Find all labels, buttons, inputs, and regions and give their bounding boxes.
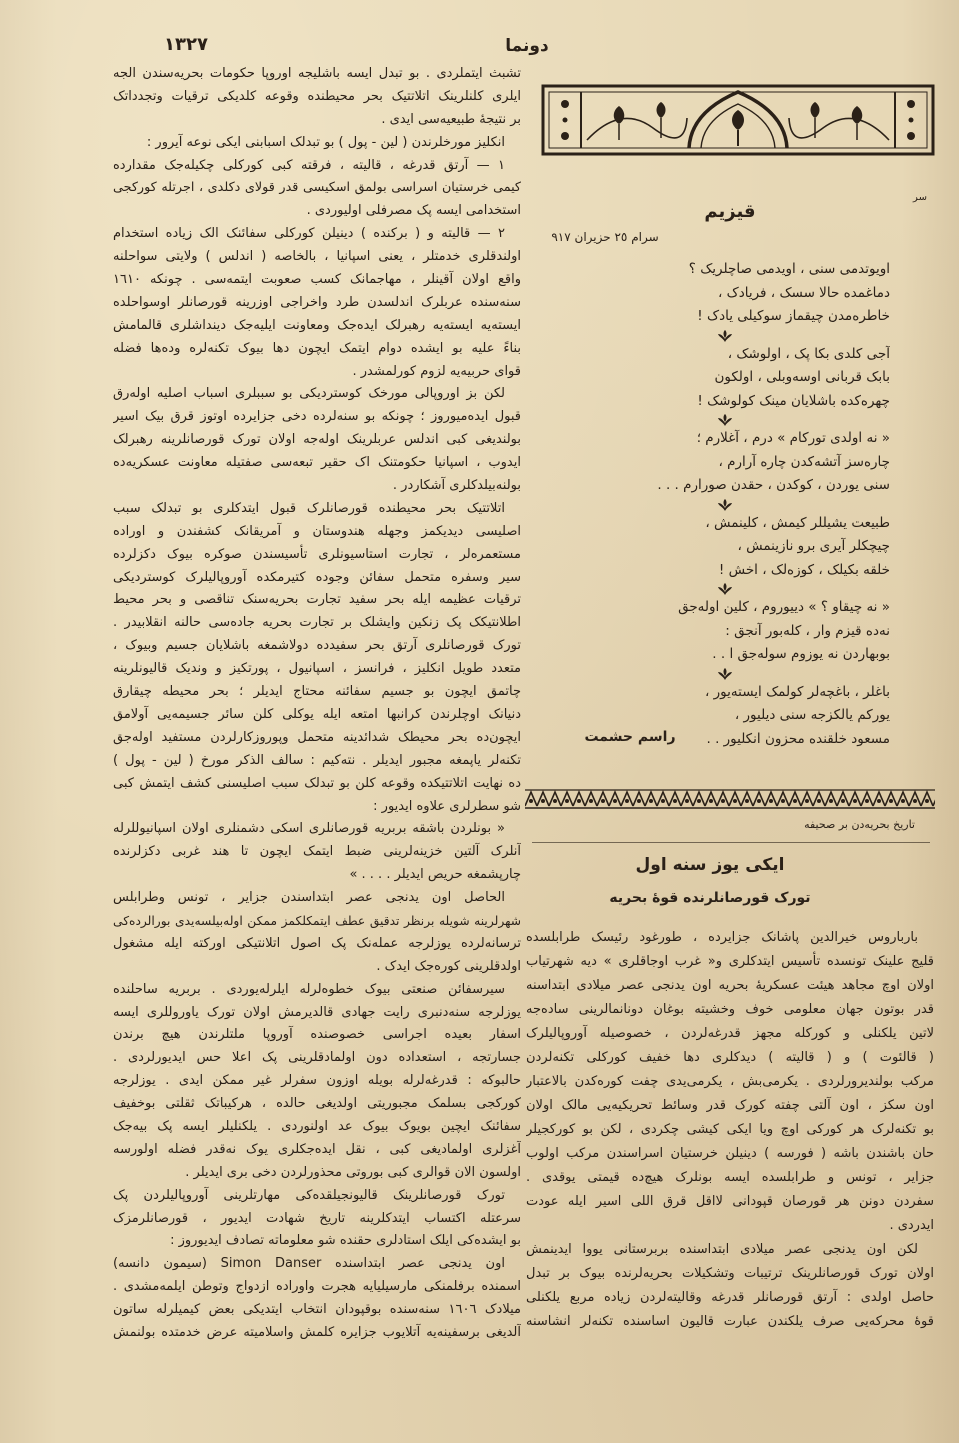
text-line: سیرسفائن صنعتی بیوک خطوه‌لرله ایلرله‌یوردی . بربریه ساحلنده bbox=[113, 981, 505, 997]
text-line: ترسانه‌لرده یوزلرجه عمله‌نک پک اصول اتلانتیکی اورکته ایله مشغول bbox=[113, 935, 521, 951]
text-line: آنلرک آلتین خزینه‌لرینی ضبط ایتمک ایچون تا هند غربی دکزلرنده bbox=[113, 844, 521, 860]
flower-ornament-icon bbox=[560, 667, 890, 681]
text-line: مرکب بولندیرورلردی . یکرمی‌بش ، یکرمی‌یدی چفت کوره‌کدن بالاعتبار bbox=[526, 1074, 934, 1089]
text-line: ( قالئوت ) و ( قالیته ) دیدکلری دها خفیف کورکلی تکنه‌لردن bbox=[526, 1050, 934, 1065]
verse-line: « نه اولدی تورکام » درم ، آغلارم ؛ bbox=[696, 430, 890, 446]
paragraph bbox=[526, 926, 934, 1238]
section-rule bbox=[532, 842, 930, 843]
paragraph bbox=[113, 498, 521, 818]
verse-line: سنی یوردن ، کوکدن ، حقدن صورارم . . . bbox=[657, 477, 890, 493]
text-line: حاصل اولدی : آرتق قورصانلر قدرغه وقالیته‌لردن زیاده مربع یلکنلی bbox=[526, 1290, 934, 1305]
verse-line: یورکم یالکزجه سنی دیلیور ، bbox=[734, 707, 890, 723]
text-line: شو سطرلری علاوه ایدیور : bbox=[373, 798, 521, 814]
text-line: جزایر ، تونس و طرابلسده ایسه بونلرک هیچ‌ده قیمتی یوقدی . bbox=[526, 1170, 934, 1185]
article-body bbox=[526, 926, 934, 1334]
page-number: ١٣٢٧ bbox=[164, 34, 208, 55]
ornamental-border-graphic bbox=[525, 789, 935, 809]
text-line: سیر وسفره متحمل سفائن وجوده کتیرمکده آوروپالیلرک کوستردیکی bbox=[113, 569, 521, 585]
text-line: سرعتله اکتساب ایتدکلرینه تاریخ شهادت ایدیور ، قورصانلرمزک bbox=[113, 1210, 521, 1226]
verse-line: چاره‌سز آتشه‌کدن چاره آرارم ، bbox=[718, 453, 890, 470]
stanza bbox=[560, 512, 890, 583]
text-line: اون یدنجی عصر ابتداسنده Simon Danser (سیمون دانسه) bbox=[113, 1256, 505, 1272]
paragraph bbox=[113, 887, 521, 979]
text-line: واقع اولان آقینلر ، مهاجمانک کسب صعوبت ایتمه‌سی . چونکه ١٦١٠ bbox=[113, 272, 521, 288]
verse-line: دماغمده حالا سسک ، فریادک ، bbox=[717, 284, 890, 301]
paragraph bbox=[113, 155, 521, 224]
text-line: سفائنک ایچین بویوک بیوک عد اولنوردی . یلکنلیلر ایسه پک بیه‌جک bbox=[113, 1118, 521, 1134]
stanza bbox=[560, 596, 890, 667]
text-line: تشبث ایتملردی . بو تبدل ایسه باشلیجه اوروپا حکومات بحریه‌سندن الجه bbox=[113, 66, 521, 81]
verse-line: خاطره‌مدن چیقماز سوکیلی یادک ! bbox=[697, 308, 890, 324]
text-line: چاتمق ایچون بو جسیم سفائنه محتاج ایدیلر ؛ بحر محیطه چیقارق bbox=[113, 684, 521, 700]
text-line: میلادک ١٦٠٦ سنه‌سنده بوقپودان انتخاب ایتدیکی بعض کیمیلرله ساتون bbox=[113, 1302, 521, 1318]
paragraph bbox=[113, 1253, 521, 1345]
text-line: حالبوکه : قدرغه‌لرله بویله اوزون سفرلر غیر ممکن ایدی . یوزلرجه bbox=[113, 1073, 521, 1089]
text-line: ایلری کلنلرینک اتلاتتیک بحر محیطنده وقوعه کلدیکی ترقیات وتجدداتک bbox=[113, 88, 521, 104]
text-line: بارباروس خیرالدین پاشانک جزایرده ، طورغود رئیسک طرابلسده bbox=[526, 930, 918, 945]
text-line: تورک قورصانلری آرتق بحر سفیدده دولاشمغه باشلایان جسیم وبیوک ، bbox=[113, 638, 521, 654]
article-subtitle: تورک قورصانلرنده قوهٔ بحریه bbox=[609, 890, 811, 906]
text-line: بناءً علیه بو ایشده دوام ایتمک ایچون دها بیوک تکنه‌لره وده‌ها فضله bbox=[113, 340, 521, 356]
section-label: تاریخ بحریه‌دن بر صحیفه bbox=[804, 818, 915, 831]
paragraph bbox=[113, 818, 521, 887]
text-line: « بونلردن باشقه بربریه قورصانلری اسکی دشمنلری اولان اسپانیوللرله bbox=[113, 821, 505, 837]
floral-arch-ornament bbox=[541, 84, 935, 156]
text-line: لاتین یلکنلی و کورکله مجهز قدرغه‌لردن ، خصوصیله آوروپالیلرک bbox=[526, 1026, 934, 1041]
text-line: اولسون الان قوالری کبی بوروتی محذورلردن دخی بری ایدیلر . bbox=[185, 1164, 521, 1180]
stanza bbox=[560, 343, 890, 414]
flower-ornament-icon bbox=[560, 413, 890, 427]
verse-line: بوبهاردن نه یوزوم سوله‌جق ا . . bbox=[712, 646, 890, 662]
verse-line: خلقه بکیلک ، کوزه‌لک ، اخش ! bbox=[718, 561, 890, 578]
text-line: ایچون‌ده بحر محیطک شدائدینه متحمل وپوروزکارلردن مستفید اوله‌جق bbox=[113, 729, 521, 745]
text-line: قبول ایده‌میوروز ؛ چونکه بو سنه‌لرده دخی جزایرده اوتوز قرق بیک اسیر bbox=[113, 409, 521, 425]
text-line: چارپشمغه حریص ایدیلر . . . . » bbox=[349, 867, 521, 883]
paragraph bbox=[113, 223, 521, 383]
poem-date: سرام ٢٥ حزیران ٩١٧ bbox=[551, 230, 659, 244]
text-line: ایسته‌یه ایسته‌یه رهبرلک ایده‌جک ومعاونت ایلیه‌جک دینداشلری قالمامش bbox=[113, 317, 521, 333]
verse-line: چیچکلر آیری برو نازینمش ، bbox=[737, 538, 890, 554]
text-line: اولندقلری خدمتلر ، یعنی اسپانیا ، بالخاصه ( اندلس ) ولایتی سواحلنه bbox=[113, 249, 521, 265]
verse-line: مسعود خلقنده محزون انکلیور . . bbox=[706, 730, 890, 747]
verse-line: طبیعت یشیللر کیمش ، کلینمش ، bbox=[705, 514, 890, 531]
text-line: دنیانک اوچلرندن کرانبها امتعه ایله یوکلی کلن سائر جسیمه‌یی آولامق bbox=[113, 706, 521, 722]
text-line: قوای حربیه‌یه لزوم کورلمشدر . bbox=[352, 363, 521, 379]
text-line: شهرلرینه شویله برنظر تدقیق عطف ایتمکلکمز ممکن اوله‌بیلسه‌یدی بورالرده‌کی bbox=[113, 913, 521, 928]
text-line: قدر بوتون جهان معلومی خوف وخشیته بوغان دونانمالرینی ساده‌جه bbox=[526, 1002, 934, 1017]
text-line: اون سکز ، اون آلتی چفته کورک قدر وسائط تحریکیه‌یی مالک اولان bbox=[526, 1098, 934, 1113]
text-line: ٢ — قالیته و ( برکنده ) دینیلن کورکلی سفائنک الک زیاده استخدام bbox=[113, 226, 505, 242]
text-line: بولنه‌بیلدکلری آشکاردر . bbox=[392, 478, 521, 494]
verse-line: اویوتدمی سنی ، اویدمی صاچلریک ؟ bbox=[688, 261, 890, 277]
text-line: ١ — آرتق قدرغه ، قالیته ، فرقته کبی کورکلی چکیله‌جک مقدارده bbox=[113, 157, 505, 173]
poem-author: راسم حشمت bbox=[584, 729, 676, 745]
text-line: اولدقلرینی کوره‌جک ایدک . bbox=[376, 958, 521, 974]
paragraph bbox=[526, 1238, 934, 1334]
flower-ornament-icon bbox=[560, 329, 890, 343]
paragraph bbox=[113, 132, 521, 155]
text-line: تکنه‌لر یاپمغه مجبور ایدیلر . نته‌کیم : سالف الذکر مورخ ( لین - پول ) bbox=[113, 752, 521, 768]
floral-arch-ornament-graphic bbox=[541, 84, 935, 156]
text-line: کورکجی بسلمک مجبوریتی اولدیغی حالده ، هرکیباتک ثقلتی بوخفیف bbox=[113, 1096, 521, 1112]
article-title: ایکی یوز سنه اول bbox=[635, 855, 785, 875]
text-line: استخدامی ایسه پک مصرفلی اولیوردی . bbox=[306, 203, 521, 219]
stanza bbox=[560, 258, 890, 329]
text-line: قلیج علینک تونسده تأسیس ایتدکلری و« غرب اوجاقلری » دیه شهرتیاب bbox=[526, 954, 934, 969]
paragraph bbox=[113, 979, 521, 1185]
text-line: ترقیات عظیمه ایله بحر سفید تجارت بحریه‌سنک تناقصی و بحر محیط bbox=[113, 592, 521, 608]
text-line: اصلیسی دیدیکمز وجهله هندوستان و آمریقانک کشفندن و اوراده bbox=[113, 523, 521, 539]
text-line: لکن اون یدنجی عصر میلادی ابتداسنده بربرستانی یووا ایدینمش bbox=[526, 1242, 918, 1257]
text-line: انکلیز مورخلرندن ( لین - پول ) بو تبدلک اسبابنی ایکی نوعه آیرور : bbox=[146, 134, 505, 150]
text-line: مستعمره‌لر ، تجارت استاسیونلری تأسیسندن صوکره بیوک دکزلرده bbox=[113, 546, 521, 562]
text-line: حان باشندن باشه ( فورسه ) دینیلن خرستیان اسراسندن مرکب اولوب bbox=[526, 1146, 934, 1161]
text-line: بو تکنه‌لرک هر کورکی اوچ ویا ایکی کیشی چکردی ، لکن بو کورکجیلر bbox=[526, 1122, 934, 1137]
text-line: متعدد طویل انکلیز ، فرانسز ، اسپانیول ، پورتکیز و وندیک قالیونلرینه bbox=[113, 661, 521, 677]
text-line: اطلانتیکک پک زنکین وایشلک بر تجارت بحریه جاده‌سی حالنه انقلابیدر . bbox=[113, 615, 521, 631]
flower-ornament-icon bbox=[560, 582, 890, 596]
text-line: کیمی خرستیان اسراسی بولمق اسکیسی قدر قولای دکلدی ، اجرتله کورکجی bbox=[113, 180, 521, 196]
corner-mark: سر bbox=[913, 192, 927, 203]
left-column-text bbox=[113, 63, 521, 1345]
text-line: بولندیغی کبی اندلس عربلرینک اوله‌جه اولان تورک قورصانلرینه رهبرلک bbox=[113, 432, 521, 448]
paragraph bbox=[113, 63, 521, 132]
text-line: جسارتجه ، استعداده دون اولمادقلرینی پک اعلا حس ایدیورلردی . bbox=[113, 1050, 521, 1066]
text-line: آلدیغی برسفینه‌یه آتلایوب جزایره کلمش واسلامیته عرض خدمتده بولنمش bbox=[113, 1324, 521, 1340]
verse-line: نه‌ده قیزم وار ، کله‌بور آنجق : bbox=[725, 622, 890, 639]
verse-line: بابک قربانی اوسه‌وبلی ، اولکون bbox=[714, 369, 890, 385]
text-line: آغزلری اولمادیغی کبی ، نقل ایده‌جکلری یوک نه‌قدر فضله اولورسه bbox=[113, 1141, 521, 1157]
poem-title: قیزیم bbox=[704, 201, 756, 222]
text-line: ایدوب ، اسپانیا حکومتنک اک حقیر تبعه‌سی صفتیله معاونت عسکریه‌ده bbox=[113, 455, 521, 471]
verse-line: آجی کلدی بکا پک ، اولوشک ، bbox=[727, 345, 890, 362]
ornamental-border-band bbox=[525, 789, 935, 809]
text-line: اتلاتتیک بحر محیطنده قورصانلرک قبول ایتدکلری بو تبدلک سبب bbox=[113, 500, 505, 516]
verse-line: باغلر ، باغچه‌لر کولمک ایسته‌یور ، bbox=[705, 683, 890, 700]
verse-line: « نه چیقاو ؟ » دییوروم ، کلین اوله‌جق bbox=[678, 599, 890, 615]
text-line: لکن بز اوروپالی مورخک کوستردیکی بو سببلری اسباب اصلیه اوله‌رق bbox=[113, 386, 505, 402]
poem-body bbox=[560, 258, 890, 751]
text-line: اولان تورک قورصانلرینک ترتیبات وتشکیلات بحریه‌لرنده بیوک بر تبدل bbox=[526, 1266, 934, 1281]
text-line: اولان اوچ مجاهد هیئت عسکریهٔ بحریه اون یدنجی عصر میلادی ابتداسنه bbox=[526, 978, 934, 993]
journal-title: دونما bbox=[505, 36, 549, 56]
paragraph bbox=[113, 1185, 521, 1254]
text-line: اسفار بعیده اجراسی خصوصنده آوروپا ملتلرندن هیچ برندن bbox=[113, 1027, 521, 1043]
verse-line: چهره‌کده باشلایان مینک کولوشک ! bbox=[697, 392, 890, 409]
text-line: اسمنده برفلمنکی مارسیلیایه هجرت واوراده ازدواج وتوطن ایلمه‌مشدی . bbox=[113, 1279, 521, 1295]
text-line: الحاصل اون یدنجی عصر ابتداسندن جزایر ، تونس وطرابلس bbox=[113, 890, 505, 906]
text-line: ده نهایت اتلاتتیکده وقوعه کلن بو تبدلک سبب اصلیسنی کشف ایتمش کبی bbox=[113, 775, 521, 791]
text-line: بر نتیجهٔ طبیعیه‌سی ایدی . bbox=[381, 111, 521, 127]
text-line: یوزلرجه سنه‌دنبری رایت جهادی قالدیرمش اولان تورک یاوروللری ایسه bbox=[113, 1004, 521, 1020]
text-line: قوهٔ محرکه‌یی صرف یلکندن عبارت قالیون اساسنده تکنه‌لر انشاسنه bbox=[526, 1314, 934, 1329]
text-line: ایدردی . bbox=[889, 1218, 934, 1233]
flower-ornament-icon bbox=[560, 498, 890, 512]
paragraph bbox=[113, 383, 521, 497]
stanza bbox=[560, 427, 890, 498]
text-line: تورک قورصانلرینک قالیونجیلقده‌کی مهارتلرینی آوروپالیلردن پک bbox=[113, 1187, 505, 1203]
text-line: سنه‌سنده عربلرک اندلسدن طرد واخراجی اوزرینه قورصانلر اوسواحلده bbox=[113, 294, 521, 310]
text-line: سفردن دونن هر قورصان قپودانی لااقل قرق اللی اسیر ایله عودت bbox=[526, 1194, 934, 1209]
text-line: بو ایشده‌کی ایلک استادلری حقنده شو معلوماته تصادف ایدیوروز : bbox=[170, 1233, 521, 1249]
